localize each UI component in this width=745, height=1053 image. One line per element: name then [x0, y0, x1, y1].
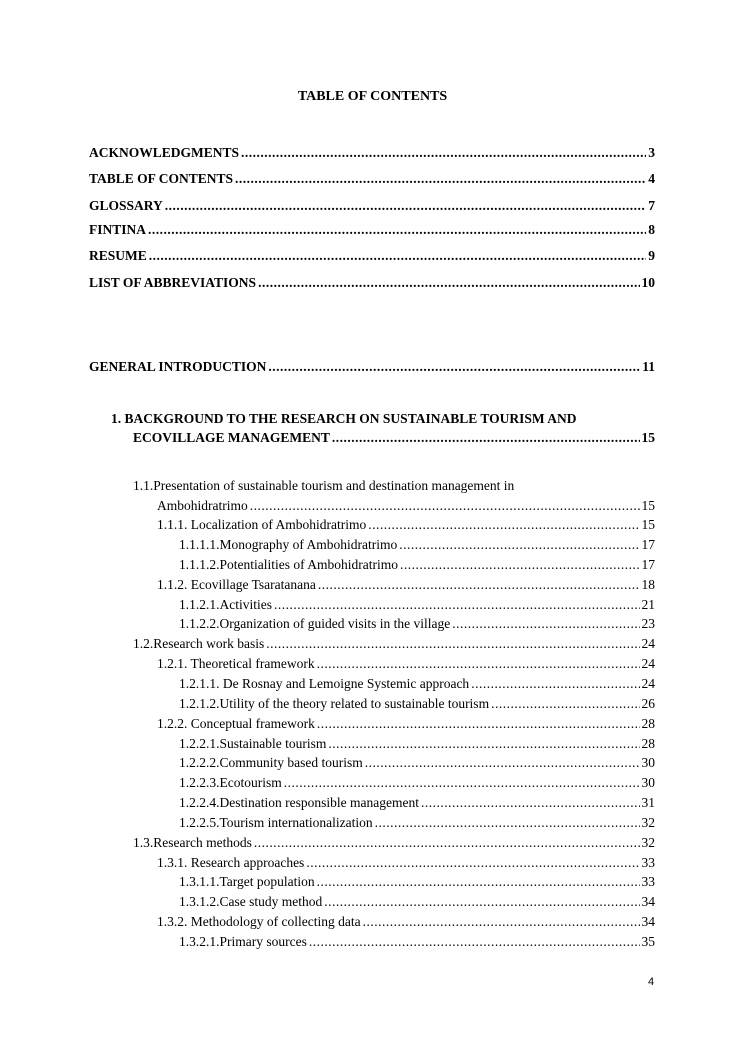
leader-dots	[309, 933, 640, 951]
toc-entry-page: 34	[641, 894, 655, 909]
toc-entry-page: 11	[642, 359, 655, 374]
toc-entry-label: 1.2.1. Theoretical framework	[157, 656, 315, 671]
toc-entry-label: 1.1.2.1.Activities	[179, 597, 272, 612]
toc-entry-page: 32	[641, 835, 655, 850]
toc-entry-label: 1.1.1.1.Monography of Ambohidratrimo	[179, 537, 398, 552]
leader-dots	[399, 536, 639, 554]
toc-entry-general-introduction[interactable]	[89, 358, 655, 376]
toc-entry-fintina[interactable]	[89, 221, 655, 239]
toc-entry-label: 1.2.2.3.Ecotourism	[179, 775, 282, 790]
leader-dots	[324, 893, 639, 911]
leader-dots	[254, 834, 640, 852]
leader-dots	[452, 615, 639, 633]
toc-entry-label: 1.2.2. Conceptual framework	[157, 716, 315, 731]
toc-entry-glossary[interactable]	[89, 197, 655, 215]
leader-dots	[266, 635, 639, 653]
toc-entry-label: 1.3.2. Methodology of collecting data	[157, 914, 361, 929]
toc-entry[interactable]	[179, 754, 655, 772]
toc-entry-label: 1.3.1.2.Case study method	[179, 894, 323, 909]
leader-dots	[165, 197, 646, 215]
toc-entry-page: 24	[641, 636, 655, 651]
leader-dots	[235, 170, 646, 188]
toc-entry-page: 32	[641, 815, 655, 830]
toc-entry-label: 1.1.1.2.Potentialities of Ambohidratrimo	[179, 557, 398, 572]
leader-dots	[317, 873, 640, 891]
toc-entry[interactable]	[133, 834, 655, 852]
toc-entry-label: 1.2.Research work basis	[133, 636, 265, 651]
leader-dots	[241, 144, 646, 162]
leader-dots	[148, 221, 646, 239]
page-title: TABLE OF CONTENTS	[297, 89, 448, 104]
toc-entry[interactable]	[157, 913, 655, 931]
leader-dots	[274, 596, 640, 614]
toc-entry-page: 8	[648, 222, 655, 237]
toc-entry-acknowledgments[interactable]	[89, 144, 655, 162]
toc-entry-label: 1.1.2.2.Organization of guided visits in the village	[179, 616, 451, 631]
toc-entry-list-of-abbreviations[interactable]	[89, 274, 655, 292]
toc-entry[interactable]	[179, 933, 655, 951]
leader-dots	[332, 429, 640, 447]
leader-dots	[318, 576, 640, 594]
toc-entry[interactable]	[179, 794, 655, 812]
toc-entry-label: Ambohidratrimo	[157, 498, 248, 513]
toc-entry[interactable]	[133, 635, 655, 653]
toc-entry-label: 1.2.2.5.Tourism internationalization	[179, 815, 373, 830]
leader-dots	[328, 735, 639, 753]
toc-entry-label: 1.1.1. Localization of Ambohidratrimo	[157, 517, 367, 532]
toc-entry-label: ECOVILLAGE MANAGEMENT	[133, 430, 330, 445]
toc-entry-page: 15	[641, 498, 655, 513]
toc-entry[interactable]	[179, 873, 655, 891]
toc-chapter-1-heading-line1[interactable]: 1. BACKGROUND TO THE RESEARCH ON SUSTAINABLE TOURISM AND	[111, 411, 577, 426]
toc-entry[interactable]	[157, 854, 655, 872]
toc-entry-label: 1.1.2. Ecovillage Tsaratanana	[157, 577, 316, 592]
page-number: 4	[648, 976, 655, 988]
toc-entry-page: 24	[641, 676, 655, 691]
toc-entry[interactable]	[157, 497, 655, 515]
toc-entry[interactable]	[179, 536, 655, 554]
leader-dots	[471, 675, 639, 693]
toc-chapter-1[interactable]	[133, 429, 655, 447]
toc-entry-label: TABLE OF CONTENTS	[89, 171, 234, 186]
toc-entry-label: 1.2.2.4.Destination responsible management	[179, 795, 419, 810]
toc-entry-label: 1.3.2.1.Primary sources	[179, 934, 307, 949]
leader-dots	[363, 913, 640, 931]
toc-entry-label: GLOSSARY	[89, 198, 163, 213]
toc-entry-page: 10	[641, 275, 655, 290]
toc-entry-page: 30	[641, 755, 655, 770]
toc-entry-page: 31	[641, 795, 655, 810]
toc-entry-label: 1.3.Research methods	[133, 835, 252, 850]
toc-entry-page: 34	[641, 914, 655, 929]
toc-entry-page: 15	[641, 430, 655, 445]
toc-entry-table-of-contents[interactable]	[89, 170, 655, 188]
toc-entry-label: RESUME	[89, 248, 147, 263]
toc-entry[interactable]	[179, 615, 655, 633]
toc-entry-resume[interactable]	[89, 247, 655, 265]
toc-entry-label: 1.3.1.1.Target population	[179, 874, 315, 889]
leader-dots	[284, 774, 640, 792]
toc-entry[interactable]	[179, 695, 655, 713]
toc-entry-page: 3	[648, 145, 655, 160]
toc-entry-page: 33	[641, 874, 655, 889]
toc-entry-label: LIST OF ABBREVIATIONS	[89, 275, 257, 290]
toc-entry-page: 28	[641, 716, 655, 731]
leader-dots	[250, 497, 640, 515]
leader-dots	[268, 358, 640, 376]
toc-entry-page: 23	[641, 616, 655, 631]
leader-dots	[149, 247, 646, 265]
toc-entry-label: 1.2.2.1.Sustainable tourism	[179, 736, 327, 751]
toc-entry-label: GENERAL INTRODUCTION	[89, 359, 267, 374]
toc-entry-page: 15	[641, 517, 655, 532]
toc-entry-label: FINTINA	[89, 222, 147, 237]
toc-entry-page: 26	[641, 696, 655, 711]
toc-entry[interactable]	[179, 774, 655, 792]
toc-entry[interactable]	[157, 516, 655, 534]
toc-entry[interactable]	[179, 596, 655, 614]
leader-dots	[258, 274, 639, 292]
toc-entry-page: 17	[641, 537, 655, 552]
leader-dots	[368, 516, 639, 534]
toc-entry-label: ACKNOWLEDGMENTS	[89, 145, 240, 160]
toc-entry-page: 18	[641, 577, 655, 592]
toc-entry-page: 21	[641, 597, 655, 612]
toc-entry-page: 17	[641, 557, 655, 572]
toc-entry[interactable]	[179, 814, 655, 832]
toc-entry[interactable]	[157, 576, 655, 594]
toc-entry-label: 1.3.1. Research approaches	[157, 855, 305, 870]
toc-entry-label: 1.2.2.2.Community based tourism	[179, 755, 363, 770]
toc-entry-page: 4	[648, 171, 655, 186]
toc-entry-page: 33	[641, 855, 655, 870]
toc-section-1-1-line1[interactable]: 1.1.Presentation of sustainable tourism and destination management in	[133, 478, 515, 493]
leader-dots	[421, 794, 640, 812]
toc-entry[interactable]	[179, 893, 655, 911]
toc-entry-label: 1.2.1.2.Utility of the theory related to sustainable tourism	[179, 696, 490, 711]
toc-entry[interactable]	[157, 655, 655, 673]
toc-entry-label: 1.2.1.1. De Rosnay and Lemoigne Systemic approach	[179, 676, 470, 691]
toc-entry[interactable]	[157, 715, 655, 733]
leader-dots	[317, 655, 640, 673]
toc-entry[interactable]	[179, 735, 655, 753]
leader-dots	[317, 715, 640, 733]
toc-entry-page: 24	[641, 656, 655, 671]
toc-entry-page: 28	[641, 736, 655, 751]
leader-dots	[491, 695, 639, 713]
leader-dots	[400, 556, 640, 574]
leader-dots	[365, 754, 640, 772]
leader-dots	[375, 814, 640, 832]
toc-entry-page: 7	[648, 198, 655, 213]
toc-entry[interactable]	[179, 556, 655, 574]
toc-entry-page: 35	[641, 934, 655, 949]
leader-dots	[306, 854, 639, 872]
toc-entry-page: 30	[641, 775, 655, 790]
toc-entry[interactable]	[179, 675, 655, 693]
toc-entry-page: 9	[648, 248, 655, 263]
